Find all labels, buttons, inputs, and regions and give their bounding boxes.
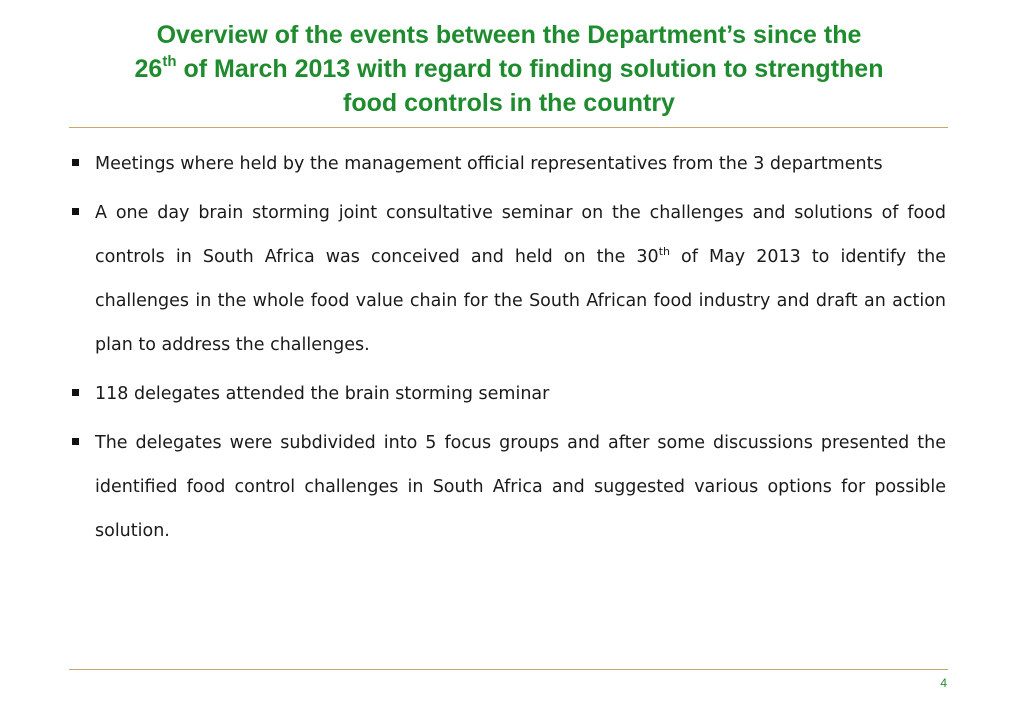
square-bullet-icon [72, 208, 79, 215]
bullet-text: Meetings where held by the management official representatives from the 3 departments [95, 154, 883, 174]
bullet-superscript: th [658, 245, 670, 259]
page-number: 4 [940, 676, 947, 690]
title-line-3: food controls in the country [343, 89, 675, 117]
bullet-item [70, 421, 946, 553]
square-bullet-icon [72, 389, 79, 396]
footer-divider [69, 669, 948, 670]
square-bullet-icon [72, 438, 79, 445]
title-divider [69, 127, 948, 128]
bullet-text: The delegates were subdivided into 5 focus groups and after some discussions presented the identified food control challenges in South Africa and suggested various options for possible solution. [95, 433, 946, 541]
bullet-item [70, 142, 946, 186]
title-line-2-rest: of March 2013 with regard to finding solution to strengthen [176, 55, 884, 83]
bullet-item [70, 191, 946, 367]
bullet-text-after: of May 2013 to identify the challenges in the whole food value chain for the South African food industry and draft an action plan to address the challenges. [95, 247, 946, 355]
bullet-text: 118 delegates attended the brain storming seminar [95, 384, 550, 404]
title-date-day: 26 [134, 55, 163, 83]
bullet-item [70, 372, 946, 416]
slide-title [70, 18, 948, 120]
title-line-1: Overview of the events between the Department’s since the [156, 21, 862, 49]
bullet-text-before: A one day brain storming joint consultative seminar on the challenges and solutions of food controls in South Africa was conceived and held on the 30 [95, 203, 946, 267]
square-bullet-icon [72, 159, 79, 166]
bullet-list [70, 142, 946, 558]
title-date-suffix: th [162, 52, 177, 70]
